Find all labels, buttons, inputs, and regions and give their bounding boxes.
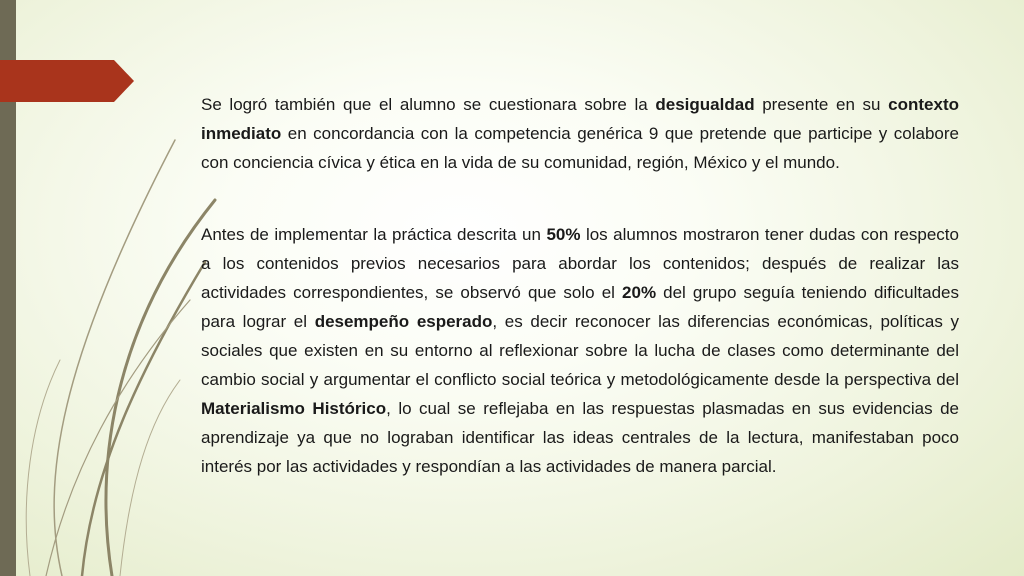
accent-tab xyxy=(0,60,134,102)
p1-bold-desigualdad: desigualdad xyxy=(655,95,755,114)
p2-bold-materialismo: Materialismo Histórico xyxy=(201,399,387,418)
p2-run-8: , lo cual se reflejaba en las respuestas plasmadas en sus evidencias de aprendizaje ya que no lograban identificar las ideas centrales de la lectura, manifestaban poco interés por las actividades y respondían a las actividades de manera parcial. xyxy=(201,399,960,476)
p2-run-4: del grupo seguía teniendo dificultades para lograr el xyxy=(201,283,959,331)
decor-curve-3 xyxy=(54,140,175,576)
decor-curve-5 xyxy=(26,360,60,576)
p2-bold-50: 50% xyxy=(546,225,581,244)
decor-curve-1 xyxy=(106,200,215,576)
paragraph-1 xyxy=(201,90,959,177)
p1-run-4: en concordancia con la competencia genérica 9 que pretende que participe y colabore con conciencia cívica y ética en la vida de su comunidad, región, México y el mundo. xyxy=(201,124,959,172)
p2-run-0: Antes de implementar la práctica descrita un xyxy=(201,225,547,244)
p2-run-2: los alumnos mostraron tener dudas con respecto a los contenidos previos necesarios para abordar los contenidos; después de realizar las actividades correspondientes, se observó que solo el xyxy=(201,225,959,302)
decor-curve-6 xyxy=(120,380,180,576)
p1-run-2: presente en su xyxy=(754,95,889,114)
p2-bold-desempeno: desempeño esperado xyxy=(314,312,493,331)
p1-bold-contexto: contexto inmediato xyxy=(201,95,959,143)
decor-curve-4 xyxy=(46,300,190,576)
paragraph-2 xyxy=(201,220,959,481)
slide-body xyxy=(201,90,959,481)
p1-run-0: Se logró también que el alumno se cuestionara sobre la xyxy=(201,95,656,114)
p2-run-6: , es decir reconocer las diferencias económicas, políticas y sociales que existen en su entorno al reflexionar sobre la lucha de clases como determinante del cambio social y argumentar el conflicto social teórica y metodológicamente desde la perspectiva del xyxy=(201,312,959,389)
decor-curve-2 xyxy=(82,262,205,576)
accent-tab-shape xyxy=(0,60,134,102)
p2-bold-20: 20% xyxy=(622,283,657,302)
